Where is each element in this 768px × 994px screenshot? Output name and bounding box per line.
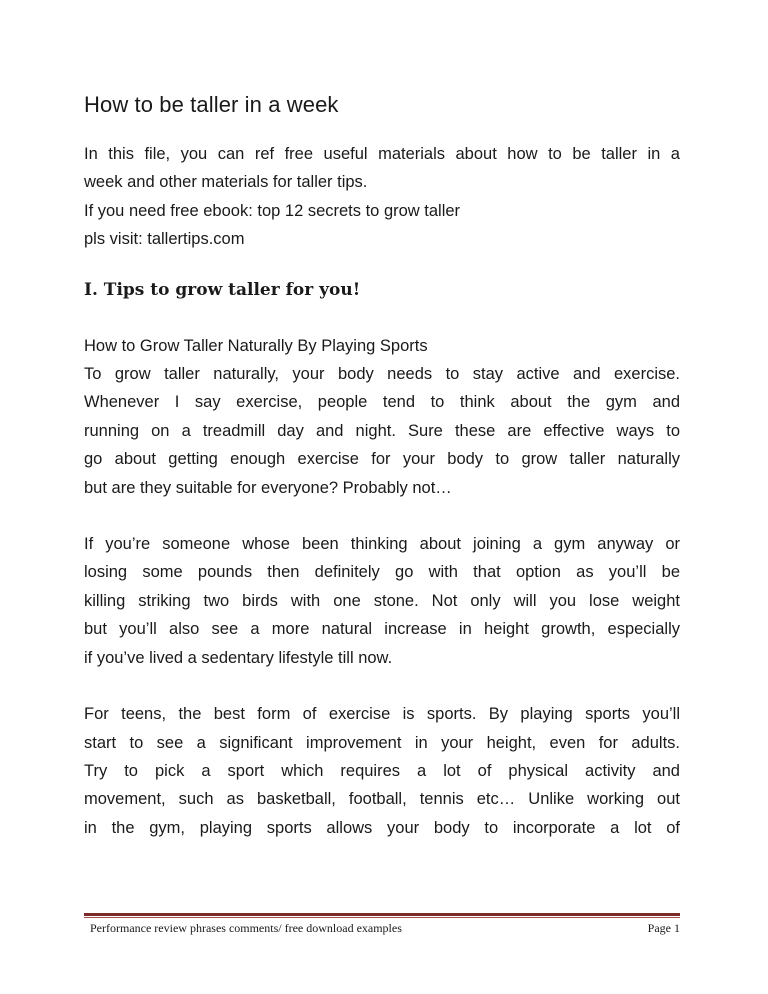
document-title: How to be taller in a week (84, 92, 339, 117)
footer-rule (84, 913, 680, 916)
paragraph-line: start to see a significant improvement in your height, even for adults. (84, 733, 680, 752)
paragraph-line: Try to pick a sport which requires a lot of physical activity and (84, 761, 680, 780)
intro-paragraph (84, 140, 680, 254)
paragraph-line: in the gym, playing sports allows your body to incorporate a lot of (84, 818, 680, 837)
intro-line: In this file, you can ref free useful materials about how to be taller in a (84, 145, 680, 163)
paragraph-line: go about getting enough exercise for your body to grow taller naturally (84, 450, 680, 469)
intro-line: If you need free ebook: top 12 secrets to grow taller (84, 201, 461, 220)
paragraph-line: if you’ve lived a sedentary lifestyle till now. (84, 648, 393, 667)
paragraph-gap (84, 672, 680, 700)
paragraph-1 (84, 332, 680, 502)
paragraph-line: but are they suitable for everyone? Probably not… (84, 478, 452, 497)
paragraph-line: For teens, the best form of exercise is sports. By playing sports you’ll (84, 705, 680, 724)
paragraph-2 (84, 530, 680, 672)
intro-line: pls visit: tallertips.com (84, 230, 245, 249)
paragraph-line: To grow taller naturally, your body needs to stay active and exercise. (84, 365, 680, 384)
page-footer (84, 921, 680, 941)
paragraph-line: but you’ll also see a more natural increase in height growth, especially (84, 620, 680, 639)
paragraph-3 (84, 700, 680, 842)
paragraph-line: running on a treadmill day and night. Sure these are effective ways to (84, 421, 680, 440)
page-number: Page 1 (647, 921, 680, 935)
intro-line: week and other materials for taller tips. (84, 173, 368, 192)
footer-rule-thin (84, 917, 680, 918)
paragraph-line: movement, such as basketball, football, tennis etc… Unlike working out (84, 790, 680, 809)
paragraph-line: If you’re someone whose been thinking about joining a gym anyway or (84, 535, 680, 554)
paragraph-line: losing some pounds then definitely go with that option as you’ll be (84, 563, 680, 582)
paragraph-gap (84, 502, 680, 530)
section-heading: I. Tips to grow taller for you! (84, 279, 361, 300)
page-content (84, 90, 680, 842)
footer-text: Performance review phrases comments/ free download examples (90, 921, 402, 935)
paragraph-line: How to Grow Taller Naturally By Playing Sports (84, 336, 428, 355)
paragraph-line: Whenever I say exercise, people tend to think about the gym and (84, 393, 680, 412)
paragraph-line: killing striking two birds with one stone. Not only will you lose weight (84, 591, 680, 610)
